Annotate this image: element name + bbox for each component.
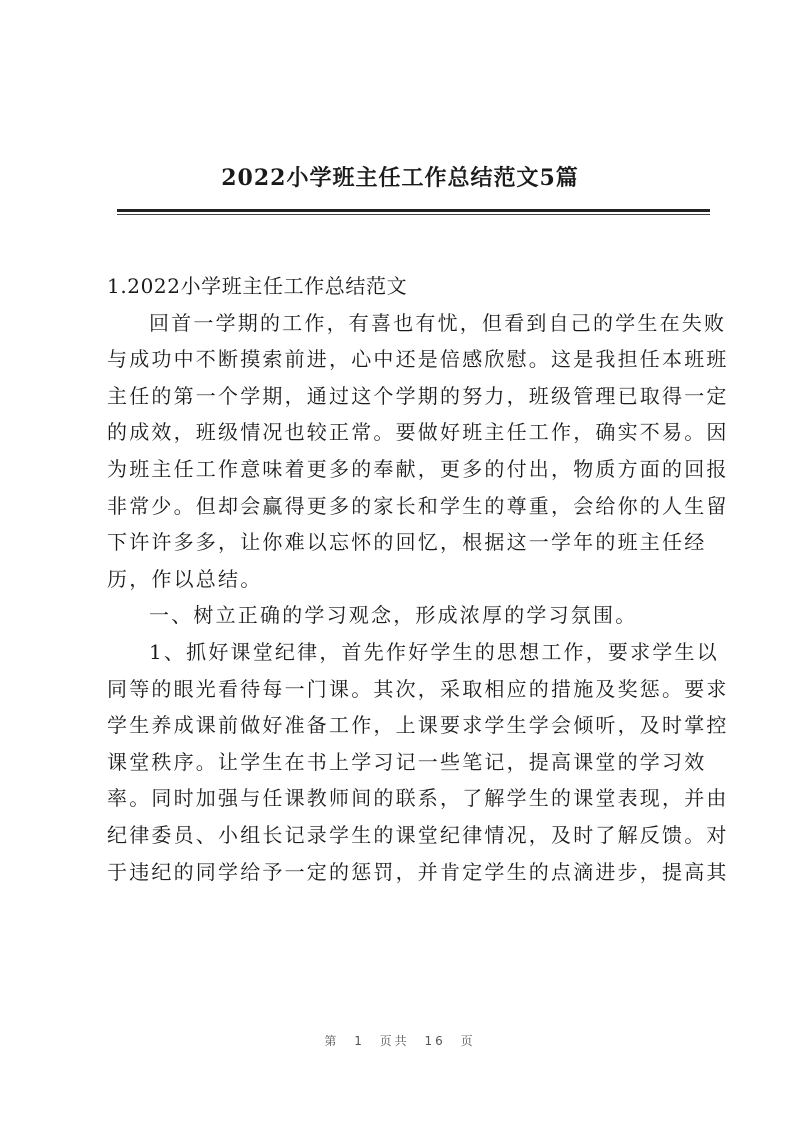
- footer-total-pages: 16: [424, 1034, 446, 1048]
- paragraph-line: 同等的眼光看待每一门课。其次，采取相应的措施及奖惩。要求: [107, 676, 729, 701]
- paragraph-line: 学生养成课前做好准备工作，上课要求学生学会倾听，及时掌控: [107, 713, 729, 738]
- paragraph-line: 于违纪的同学给予一定的惩罚，并肯定学生的点滴进步，提高其: [107, 859, 729, 884]
- section-heading: 1.2022小学班主任工作总结范文: [107, 274, 408, 298]
- paragraph-line: 课堂秩序。让学生在书上学习记一些笔记，提高课堂的学习效: [107, 749, 707, 774]
- paragraph-line: 与成功中不断摸索前进，心中还是倍感欣慰。这是我担任本班班: [107, 347, 729, 372]
- paragraph-line: 非常少。但却会赢得更多的家长和学生的尊重，会给你的人生留: [107, 493, 729, 518]
- footer-label-page: 第: [324, 1034, 340, 1048]
- paragraph-line: 1、抓好课堂纪律，首先作好学生的思想工作，要求学生以: [149, 639, 719, 664]
- paragraph-line: 的成效，班级情况也较正常。要做好班主任工作，确实不易。因: [107, 420, 729, 445]
- paragraph-line: 为班主任工作意味着更多的奉献，更多的付出，物质方面的回报: [107, 456, 729, 481]
- paragraph-line: 率。同时加强与任课教师间的联系，了解学生的课堂表现，并由: [107, 786, 729, 811]
- footer-current-page: 1: [354, 1034, 365, 1048]
- page-footer: [0, 1032, 800, 1049]
- title-underline-thin: [117, 214, 710, 215]
- document-body: [107, 268, 729, 890]
- paragraph-line: 纪律委员、小组长记录学生的课堂纪律情况，及时了解反馈。对: [107, 822, 729, 847]
- document-title: 2022小学班主任工作总结范文5篇: [221, 165, 579, 191]
- footer-label-of: 页共: [379, 1034, 410, 1048]
- paragraph-line: 历，作以总结。: [107, 566, 263, 591]
- subsection-heading: 一、树立正确的学习观念，形成浓厚的学习氛围。: [149, 603, 638, 628]
- title-underline-thick: [117, 209, 710, 212]
- footer-label-pages: 页: [460, 1034, 476, 1048]
- paragraph-line: 回首一学期的工作，有喜也有忧，但看到自己的学生在失败: [149, 310, 727, 335]
- paragraph-line: 主任的第一个学期，通过这个学期的努力，班级管理已取得一定: [107, 383, 729, 408]
- paragraph-line: 下许许多多，让你难以忘怀的回忆，根据这一学年的班主任经: [107, 530, 707, 555]
